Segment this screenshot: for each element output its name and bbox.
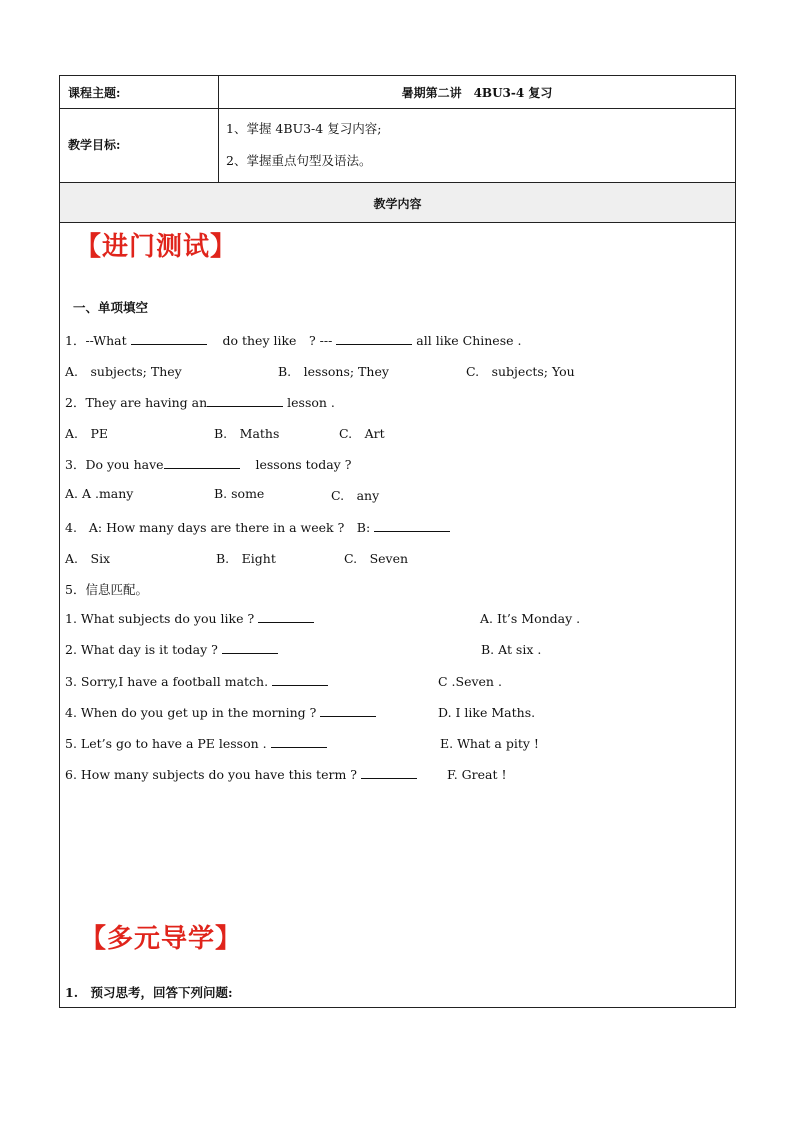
- preview-question: 1. 预习思考，回答下列问题:: [65, 985, 233, 1000]
- matching-title: 5．信息匹配。: [65, 582, 148, 597]
- answer-blank[interactable]: [320, 705, 376, 717]
- answer-blank[interactable]: [374, 520, 450, 532]
- question-text: all like Chinese .: [416, 333, 522, 348]
- question-1: [65, 331, 521, 349]
- match-question: [65, 611, 314, 626]
- answer-blank[interactable]: [131, 333, 207, 345]
- question-text: --What: [85, 333, 127, 348]
- goal-item: 1、掌握 4BU3-4 复习内容;: [226, 121, 382, 136]
- option-c: C. Art: [339, 426, 385, 441]
- option-c: C. subjects; You: [466, 364, 575, 379]
- match-answer: C .Seven .: [438, 674, 502, 689]
- answer-blank[interactable]: [164, 457, 240, 469]
- match-question: [65, 705, 376, 720]
- content-label: 教学内容: [373, 197, 422, 211]
- question-text: lessons today ?: [255, 457, 352, 472]
- question-4: [65, 518, 450, 536]
- column-divider: [218, 76, 219, 183]
- answer-blank[interactable]: [207, 395, 283, 407]
- question-number: 2．: [65, 395, 86, 410]
- match-question: [65, 736, 327, 751]
- goal-row: [60, 109, 735, 183]
- option-b: B. Maths: [214, 426, 280, 441]
- match-answer: B. At six .: [481, 642, 542, 657]
- content-row: [60, 183, 735, 223]
- match-question-text: 3. Sorry,I have a football match.: [65, 674, 269, 689]
- answer-blank[interactable]: [222, 642, 278, 654]
- question-text: lesson .: [287, 395, 335, 410]
- match-question: [65, 642, 278, 657]
- topic-label: 课程主题:: [68, 86, 121, 100]
- lesson-table: [59, 75, 736, 1008]
- option-c: C. any: [331, 488, 380, 503]
- option-b: B. lessons; They: [278, 364, 389, 379]
- match-question-text: 1. What subjects do you like ?: [65, 611, 255, 626]
- question-text: Do you have: [85, 457, 164, 472]
- match-answer: D. I like Maths.: [438, 705, 536, 720]
- option-a: A. subjects; They: [65, 364, 182, 379]
- option-c: C. Seven: [344, 551, 409, 566]
- match-question-text: 5. Let’s go to have a PE lesson .: [65, 736, 267, 751]
- question-number: 4.: [65, 520, 77, 535]
- match-question-text: 6. How many subjects do you have this term ?: [65, 767, 357, 782]
- match-question-text: 2. What day is it today ?: [65, 642, 218, 657]
- question-text: They are having an: [85, 395, 208, 410]
- option-a: A. PE: [65, 426, 109, 441]
- question-number: 1．: [65, 333, 86, 348]
- question-3: [65, 455, 351, 473]
- match-question: [65, 674, 328, 689]
- option-a: A. A .many: [65, 486, 134, 501]
- option-b: B. Eight: [216, 551, 276, 566]
- option-a: A. Six: [65, 551, 111, 566]
- answer-blank[interactable]: [336, 333, 412, 345]
- section-heading-entry-test: 【进门测试】: [75, 232, 238, 262]
- answer-blank[interactable]: [361, 767, 417, 779]
- question-text: A: How many days are there in a week ? B:: [88, 520, 371, 535]
- topic-row: [60, 76, 735, 109]
- goal-item: 2、掌握重点句型及语法。: [226, 153, 372, 168]
- answer-blank[interactable]: [258, 611, 314, 623]
- match-answer: A. It’s Monday .: [480, 611, 581, 626]
- answer-blank[interactable]: [272, 674, 328, 686]
- question-2: [65, 393, 335, 411]
- part-title: 一、单项填空: [73, 300, 149, 315]
- goal-label: 教学目标:: [68, 138, 121, 152]
- question-text: do they like ? ---: [222, 333, 333, 348]
- topic-value: 暑期第二讲 4BU3-4 复习: [401, 86, 553, 100]
- answer-blank[interactable]: [271, 736, 327, 748]
- section-heading-guided-learning: 【多元导学】: [80, 924, 243, 954]
- match-answer: E. What a pity !: [440, 736, 539, 751]
- question-number: 3．: [65, 457, 86, 472]
- option-b: B. some: [214, 486, 265, 501]
- match-question: [65, 767, 417, 782]
- match-question-text: 4. When do you get up in the morning ?: [65, 705, 317, 720]
- match-answer: F. Great !: [447, 767, 507, 782]
